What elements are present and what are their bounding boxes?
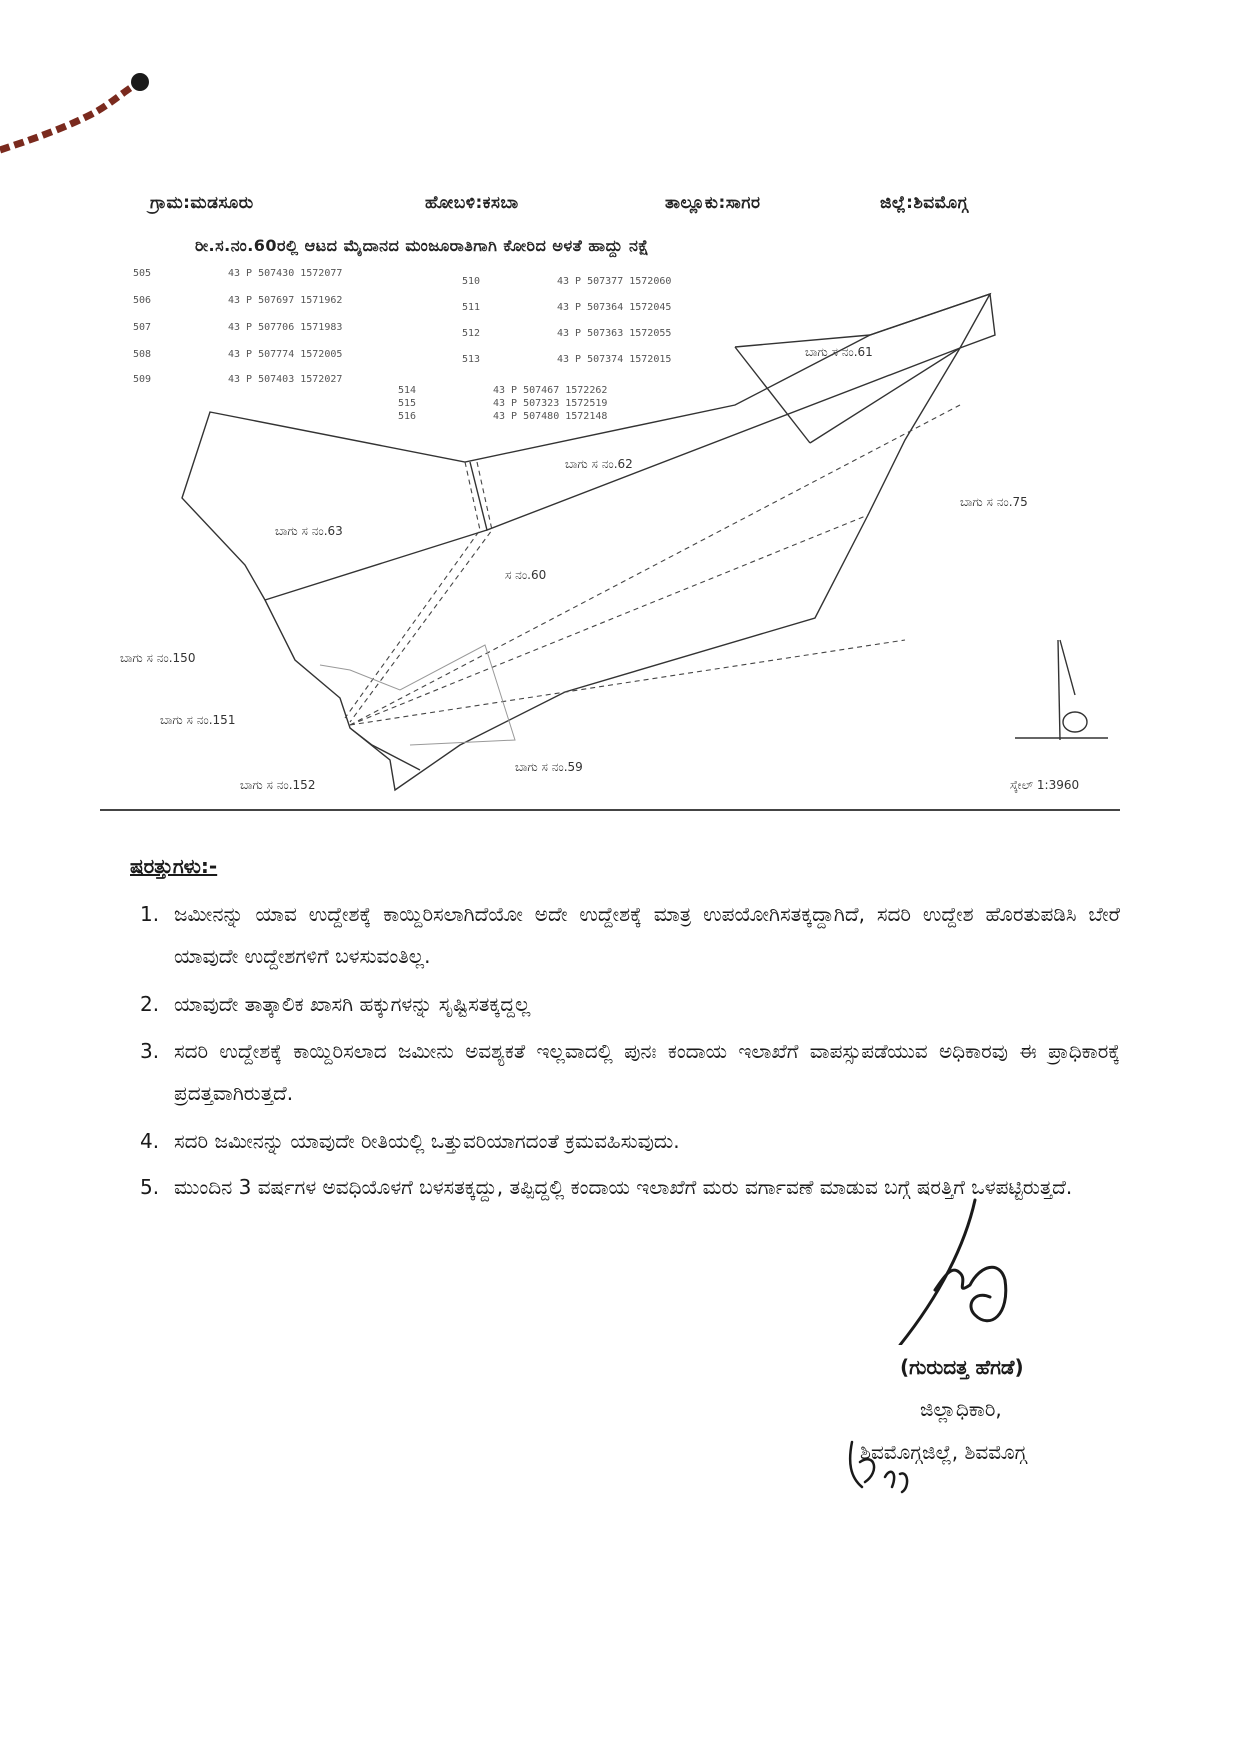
plot-label-75: ಬಾಗು ಸ ನಂ.75 (960, 495, 1028, 509)
condition-number: 3. (140, 1039, 160, 1063)
condition-text: ಜಮೀನನ್ನು ಯಾವ ಉದ್ದೇಶಕ್ಕೆ ಕಾಯ್ದಿರಿಸಲಾಗಿದೆಯೋ ಅದೇ ಉದ್ದೇಶಕ್ಕೆ ಮಾತ್ರ ಉಪಯೋಗಿಸತಕ್ಕದ್ದಾಗಿದೆ, ಸದರಿ ಉದ್ದೇಶ ಹೊರತುಪಡಿಸಿ ಬೇರೆ ಯಾವುದೇ ಉದ್ದೇಶಗಳಿಗೆ ಬಳಸುವಂತಿಲ್ಲ. (174, 902, 1120, 968)
coord-row: 512 43 P 507363 1572055 (462, 328, 672, 339)
survey-map (0, 0, 1240, 820)
plot-59-divider (350, 728, 420, 770)
coord-row: 507 43 P 507706 1571983 (133, 322, 343, 333)
plot-label-152: ಬಾಗು ಸ ನಂ.152 (240, 778, 316, 792)
coord-row: 513 43 P 507374 1572015 (462, 354, 672, 365)
plot-boundary (182, 294, 990, 790)
condition-text: ಯಾವುದೇ ತಾತ್ಕಾಲಿಕ ಖಾಸಗಿ ಹಕ್ಕುಗಳನ್ನು ಸೃಷ್ಟಿಸತಕ್ಕದ್ದಲ್ಲ (174, 992, 531, 1016)
map-title: ರೀ.ಸ.ನಂ.60ರಲ್ಲಿ ಆಟದ ಮೈದಾನದ ಮಂಜೂರಾತಿಗಾಗಿ ಕೋರಿದ ಅಳತೆ ಹಾದ್ದು ನಕ್ಷೆ (195, 236, 650, 255)
coord-row: 511 43 P 507364 1572045 (462, 302, 672, 313)
coord-row: 508 43 P 507774 1572005 (133, 349, 343, 360)
condition-number: 5. (140, 1175, 160, 1199)
plot-label-61: ಬಾಗು ಸ ನಂ.61 (805, 345, 873, 359)
plot-label-60: ಸ ನಂ.60 (505, 568, 547, 582)
coord-row: 516 43 P 507480 1572148 (398, 411, 608, 422)
condition-number: 4. (140, 1129, 160, 1153)
dashed-path-5 (350, 515, 868, 725)
dashed-path-2 (350, 462, 492, 722)
plot-label-62: ಬಾಗು ಸ ನಂ.62 (565, 457, 633, 471)
map-district: ಜಿಲ್ಲೆ:ಶಿವಮೊಗ್ಗ (880, 193, 969, 213)
signatory-office: ಶಿವಮೊಗ್ಗಜಿಲ್ಲೆ, ಶಿವಮೊಗ್ಗ (860, 1440, 1027, 1464)
north-arrow-icon (1015, 640, 1108, 740)
map-scale: ಸ್ಕೇಲ್ 1:3960 (1010, 778, 1080, 792)
plot-61-boundary (735, 294, 995, 443)
condition-number: 1. (140, 902, 160, 926)
plot-label-150: ಬಾಗು ಸ ನಂ.150 (120, 651, 196, 665)
plot-62-divider (470, 348, 960, 530)
coord-row: 515 43 P 507323 1572519 (398, 398, 608, 409)
coord-row: 505 43 P 507430 1572077 (133, 268, 343, 279)
condition-text: ಸದರಿ ಜಮೀನನ್ನು ಯಾವುದೇ ರೀತಿಯಲ್ಲಿ ಒತ್ತುವರಿಯಾಗದಂತೆ ಕ್ರಮವಹಿಸುವುದು. (174, 1129, 680, 1153)
plot-label-151: ಬಾಗು ಸ ನಂ.151 (160, 713, 236, 727)
conditions-title: ಷರತ್ತುಗಳು:- (130, 854, 218, 878)
condition-item-1 (140, 893, 1120, 977)
plot-63-divider (265, 530, 487, 600)
condition-text: ಮುಂದಿನ 3 ವರ್ಷಗಳ ಅವಧಿಯೊಳಗೆ ಬಳಸತಕ್ಕದ್ದು, ತಪ್ಪಿದ್ದಲ್ಲಿ ಕಂದಾಯ ಇಲಾಖೆಗೆ ಮರು ವರ್ಗಾವಣೆ ಮಾಡುವ ಬಗ್ಗೆ ಷರತ್ತಿಗೆ ಒಳಪಟ್ಟಿರುತ್ತದೆ. (174, 1175, 1073, 1199)
coord-row: 506 43 P 507697 1571962 (133, 295, 343, 306)
condition-item-2 (140, 983, 1120, 1025)
dashed-path-1 (345, 462, 480, 718)
condition-text: ಸದರಿ ಉದ್ದೇಶಕ್ಕೆ ಕಾಯ್ದಿರಿಸಲಾದ ಜಮೀನು ಅವಶ್ಯಕತೆ ಇಲ್ಲವಾದಲ್ಲಿ ಪುನಃ ಕಂದಾಯ ಇಲಾಖೆಗೆ ವಾಪಸ್ಸುಪಡೆಯುವ ಅಧಿಕಾರವು ಈ ಪ್ರಾಧಿಕಾರಕ್ಕೆ ಪ್ರದತ್ತವಾಗಿರುತ್ತದೆ. (174, 1039, 1120, 1105)
condition-item-3 (140, 1030, 1120, 1114)
condition-number: 2. (140, 992, 160, 1016)
dashed-path-3 (350, 405, 960, 725)
initials-mark (840, 1432, 920, 1502)
plot-label-63: ಬಾಗು ಸ ನಂ.63 (275, 524, 343, 538)
handwritten-signature (880, 1185, 1030, 1345)
map-village: ಗ್ರಾಮ:ಮಡಸೂರು (150, 193, 254, 213)
coord-row: 510 43 P 507377 1572060 (462, 276, 672, 287)
condition-item-4 (140, 1120, 1120, 1162)
signatory-name: (ಗುರುದತ್ತ ಹೆಗಡೆ) (900, 1355, 1024, 1379)
playground-area (320, 645, 515, 745)
plot-label-59: ಬಾಗು ಸ ನಂ.59 (515, 760, 583, 774)
dashed-path-4 (350, 640, 905, 725)
map-taluk: ತಾಲ್ಲೂಕು:ಸಾಗರ (665, 193, 761, 213)
map-hobli: ಹೋಬಳಿ:ಕಸಬಾ (425, 193, 519, 213)
plot-61-divider (735, 347, 810, 443)
coord-row: 509 43 P 507403 1572027 (133, 374, 343, 385)
coord-row: 514 43 P 507467 1572262 (398, 385, 608, 396)
signatory-designation: ಜಿಲ್ಲಾಧಿಕಾರಿ, (920, 1397, 1002, 1421)
